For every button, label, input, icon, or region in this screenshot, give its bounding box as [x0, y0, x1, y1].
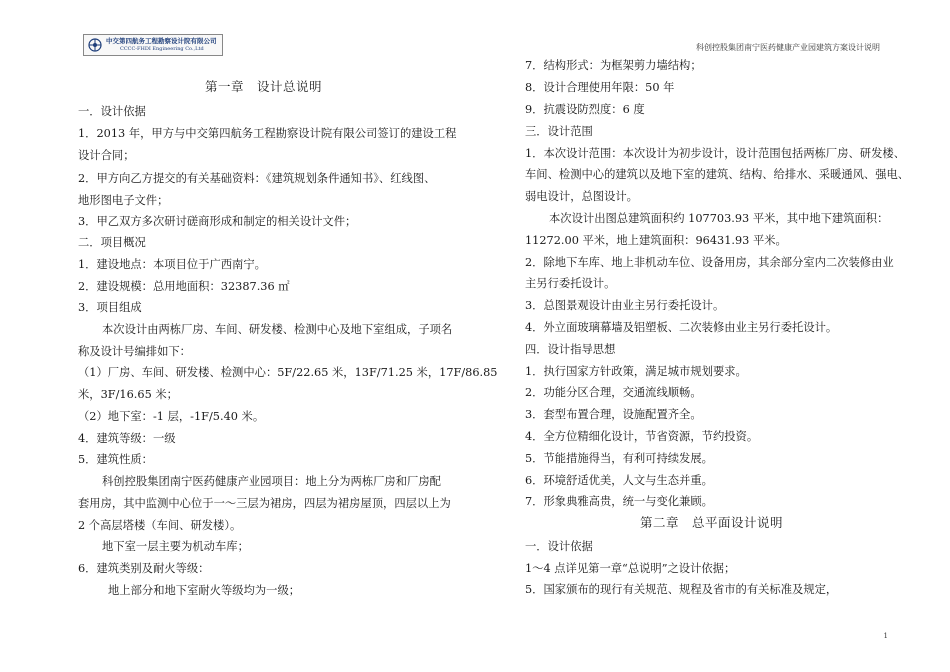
text-line: 地形图电子文件； — [78, 194, 169, 207]
text-line: 1．本次设计范围：本次设计为初步设计，设计范围包括两栋厂房、研发楼、 — [525, 147, 905, 160]
text-line: 3．套型布置合理，设施配置齐全。 — [525, 408, 702, 421]
text-line: （1）厂房、车间、研发楼、检测中心：5F/22.65 米，13F/71.25 米，17F/86.85 — [78, 366, 498, 379]
text-line: 6．建筑类别及耐火等级： — [78, 562, 210, 575]
text-line: 四．设计指导思想 — [525, 343, 616, 356]
logo-company-name: 中交第四航务工程勘察设计院有限公司 — [106, 37, 217, 46]
text-line: 三．设计范围 — [525, 125, 593, 138]
text-line: 一．设计依据 — [525, 540, 593, 553]
chapter-2-title: 第二章 总平面设计说明 — [640, 515, 784, 530]
text-line: 7．结构形式：为框架剪力墙结构； — [525, 59, 702, 72]
text-line: 5．国家颁布的现行有关规范、规程及省市的有关标准及规定， — [525, 583, 838, 596]
text-line: 4．全方位精细化设计，节省资源，节约投资。 — [525, 430, 759, 443]
text-line: 地下室一层主要为机动车库； — [102, 540, 249, 553]
text-line: 1．执行国家方针政策，满足城市规划要求。 — [525, 365, 747, 378]
company-logo-icon — [88, 38, 102, 52]
text-line: 套用房，其中监测中心位于一～三层为裙房，四层为裙房屋顶，四层以上为 — [78, 497, 451, 510]
text-line: 称及设计号编排如下： — [78, 345, 191, 358]
text-line: 1．建设地点：本项目位于广西南宁。 — [78, 258, 266, 271]
text-line: 9．抗震设防烈度：6 度 — [525, 103, 645, 116]
logo-company-name-en: CCCC-FHDI Engineering Co.,Ltd — [120, 45, 204, 52]
text-line: 11272.00 平米，地上建筑面积：96431.93 平米。 — [525, 234, 787, 247]
text-line: 设计合同； — [78, 149, 135, 162]
text-line: 1～4 点详见第一章“总说明”之设计依据； — [525, 562, 736, 575]
text-line: 3．总图景观设计由业主另行委托设计。 — [525, 299, 725, 312]
text-line: 7．形象典雅高贵，统一与变化兼顾。 — [525, 495, 713, 508]
text-line: 2．功能分区合理，交通流线顺畅。 — [525, 386, 702, 399]
text-line: 6．环境舒适优美，人文与生态并重。 — [525, 474, 713, 487]
text-line: 主另行委托设计。 — [525, 277, 616, 290]
text-line: 一．设计依据 — [78, 105, 146, 118]
chapter-1-title: 第一章 设计总说明 — [205, 79, 323, 94]
text-line: 2．甲方向乙方提交的有关基础资料：《建筑规划条件通知书》、红线图、 — [78, 172, 436, 185]
text-line: 2．除地下车库、地上非机动车位、设备用房，其余部分室内二次装修由业 — [525, 256, 894, 269]
company-logo — [83, 34, 223, 56]
text-line: 5．节能措施得当，有利可持续发展。 — [525, 452, 713, 465]
text-line: 本次设计由两栋厂房、车间、研发楼、检测中心及地下室组成，子项名 — [102, 323, 453, 336]
text-line: 科创控股集团南宁医药健康产业园项目：地上分为两栋厂房和厂房配 — [102, 475, 441, 488]
text-line: 弱电设计，总图设计。 — [525, 190, 638, 203]
document-header-title: 科创控股集团南宁医药健康产业园建筑方案设计说明 — [696, 43, 880, 52]
text-line: 3．甲乙双方多次研讨磋商形成和制定的相关设计文件； — [78, 215, 357, 228]
text-line: 5．建筑性质： — [78, 453, 153, 466]
text-line: 二．项目概况 — [78, 236, 146, 249]
text-line: 2 个高层塔楼（车间、研发楼）。 — [78, 519, 242, 532]
text-line: 本次设计出图总建筑面积约 107703.93 平米，其中地下建筑面积： — [549, 212, 889, 225]
text-line: 地上部分和地下室耐火等级均为一级； — [108, 584, 301, 597]
text-line: 4．建筑等级：一级 — [78, 432, 176, 445]
text-line: 3．项目组成 — [78, 301, 142, 314]
text-line: 2．建设规模：总用地面积：32387.36 ㎡ — [78, 280, 290, 293]
text-line: 1．2013 年，甲方与中交第四航务工程勘察设计院有限公司签订的建设工程 — [78, 127, 457, 140]
text-line: 4．外立面玻璃幕墙及铝塑板、二次装修由业主另行委托设计。 — [525, 321, 838, 334]
text-line: （2）地下室：-1 层，-1F/5.40 米。 — [78, 410, 265, 423]
text-line: 车间、检测中心的建筑以及地下室的建筑、结构、给排水、采暖通风、强电、 — [525, 168, 910, 181]
text-line: 8．设计合理使用年限：50 年 — [525, 81, 675, 94]
text-line: 米，3F/16.65 米； — [78, 388, 178, 401]
page-number: 1 — [883, 632, 888, 640]
